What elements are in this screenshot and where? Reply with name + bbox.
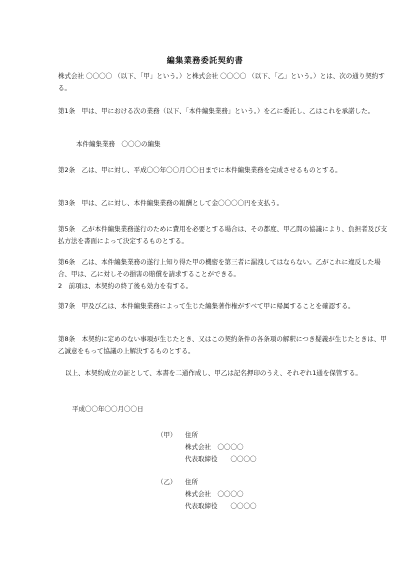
contract-date: 平成〇〇年〇〇月〇〇日 — [72, 405, 144, 413]
party-b-company: 株式会社 〇〇〇〇 — [185, 490, 244, 498]
article-6: 第6条 乙は、本件編集業務の遂行上知り得た甲の機密を第三者に漏洩してはならない。乙がこれに違反した場合、甲は、乙に対しその損害の賠償を請求することができる。 — [58, 258, 381, 278]
party-b-address-label: 住所 — [185, 478, 198, 486]
party-a-label: （甲） — [157, 431, 177, 439]
party-a-address-label: 住所 — [185, 431, 198, 439]
article-8: 第8条 本契約に定めのない事項が生じたとき、又はこの契約条件の各条項の解釈につき疑義が生じたときは、甲乙誠意をもって協議の上解決するものとする。 — [58, 335, 387, 355]
party-b-representative: 代表取締役 〇〇〇〇 — [185, 502, 257, 510]
article-6-paragraph-2: 2 前項は、本契約の終了後も効力を有する。 — [58, 282, 193, 290]
article-1: 第1条 甲は、甲における次の業務（以下、「本件編集業務」という。）を乙に委託し、乙はこれを承諾した。 — [58, 107, 375, 115]
work-item: 本件編集業務 〇〇〇の編集 — [76, 140, 161, 148]
article-7: 第7条 甲及び乙は、本件編集業務によって生じた編集著作権がすべて甲に帰属することを確認する。 — [58, 302, 355, 310]
article-2: 第2条 乙は、甲に対し、平成〇〇年〇〇月〇〇日までに本件編集業務を完成させるものとする。 — [58, 166, 342, 174]
article-3: 第3条 甲は、乙に対し、本件編集業務の報酬として金〇〇〇〇円を支払う。 — [58, 199, 284, 207]
party-b-label: （乙） — [157, 478, 177, 486]
document-title: 編集業務委託契約書 — [166, 56, 244, 65]
party-a-company: 株式会社 〇〇〇〇 — [185, 443, 244, 451]
preamble: 株式会社 〇〇〇〇 （以下、「甲」という。）と株式会社 〇〇〇〇 （以下、「乙」という。）とは、次の通り契約する。 — [58, 72, 385, 92]
closing-statement: 以上、本契約成立の証として、本書を二通作成し、甲乙は記名押印のうえ、それぞれ1通を保管する。 — [65, 369, 362, 377]
article-5: 第5条 乙が本件編集業務遂行のために費用を必要とする場合は、その都度、甲乙間の協議により、負担者及び支払方法を書面によって決定するものとする。 — [58, 225, 388, 245]
party-a-representative: 代表取締役 〇〇〇〇 — [185, 455, 257, 463]
